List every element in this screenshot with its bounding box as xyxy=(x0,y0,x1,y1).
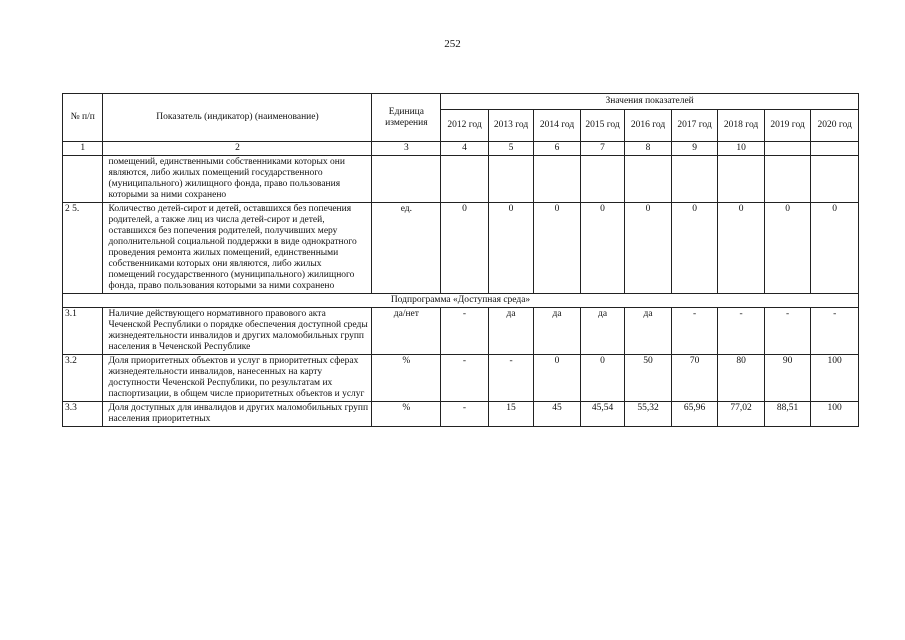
header-num: № п/п xyxy=(63,94,103,142)
value-cell: 0 xyxy=(534,203,581,294)
value-cell: да xyxy=(625,308,672,355)
value-cell xyxy=(671,156,718,203)
value-cell xyxy=(534,156,581,203)
header-year: 2019 год xyxy=(764,110,811,142)
header-year: 2016 год xyxy=(625,110,672,142)
row-number: 3.3 xyxy=(63,402,103,427)
section-title: Подпрограмма «Доступная среда» xyxy=(63,294,859,308)
indicator-name: Доля приоритетных объектов и услуг в приоритетных сферах жизнедеятельности инвалидов, нанесенных на карту доступности Чеченской Республики, по результатам их паспортизации, в общем числе приоритетных объектов и услуг xyxy=(103,355,372,402)
row-number: 2 5. xyxy=(63,203,103,294)
unit-cell: да/нет xyxy=(372,308,441,355)
indicator-name: помещений, единственными собственниками которых они являются, либо жилых помещений государственного (муниципального) жилищного фонда, право пользования которыми за ними сохранено xyxy=(103,156,372,203)
column-number-cell: 2 xyxy=(103,142,372,156)
value-cell xyxy=(811,156,859,203)
table-row xyxy=(63,308,859,355)
value-cell: 0 xyxy=(718,203,765,294)
value-cell: 80 xyxy=(718,355,765,402)
table-row xyxy=(63,402,859,427)
value-cell xyxy=(764,156,811,203)
value-cell: 77,02 xyxy=(718,402,765,427)
unit-cell: ед. xyxy=(372,203,441,294)
value-cell: - xyxy=(811,308,859,355)
value-cell: 65,96 xyxy=(671,402,718,427)
table-row xyxy=(63,203,859,294)
unit-cell: % xyxy=(372,355,441,402)
value-cell xyxy=(580,156,625,203)
column-number-cell: 5 xyxy=(488,142,534,156)
indicators-table xyxy=(62,93,859,427)
unit-cell xyxy=(372,156,441,203)
unit-cell: % xyxy=(372,402,441,427)
value-cell: 0 xyxy=(441,203,489,294)
column-number-cell: 7 xyxy=(580,142,625,156)
value-cell xyxy=(441,156,489,203)
row-number xyxy=(63,156,103,203)
column-number-cell: 9 xyxy=(671,142,718,156)
value-cell: 0 xyxy=(534,355,581,402)
value-cell: 15 xyxy=(488,402,534,427)
indicator-name: Доля доступных для инвалидов и других маломобильных групп населения приоритетных xyxy=(103,402,372,427)
value-cell: - xyxy=(718,308,765,355)
value-cell: 0 xyxy=(625,203,672,294)
column-number-cell: 10 xyxy=(718,142,765,156)
header-year: 2018 год xyxy=(718,110,765,142)
value-cell: 45 xyxy=(534,402,581,427)
indicator-name: Количество детей-сирот и детей, оставшихся без попечения родителей, а также лиц из числа детей-сирот и детей, оставшихся без попечения родителей, получивших меру дополнительной социальной поддержки в виде однократного проведения ремонта жилых помещений, единственными собственниками которых они являются, либо жилых помещений государственного (муниципального) жилищного фонда, право пользования которыми за ними сохранено xyxy=(103,203,372,294)
value-cell: - xyxy=(441,355,489,402)
value-cell: 0 xyxy=(488,203,534,294)
column-number-cell: 4 xyxy=(441,142,489,156)
value-cell: 0 xyxy=(764,203,811,294)
value-cell: - xyxy=(441,308,489,355)
value-cell: 88,51 xyxy=(764,402,811,427)
value-cell: - xyxy=(488,355,534,402)
header-unit: Единица измерения xyxy=(372,94,441,142)
value-cell: 70 xyxy=(671,355,718,402)
header-values-title: Значения показателей xyxy=(441,94,859,110)
header-year: 2013 год xyxy=(488,110,534,142)
value-cell: да xyxy=(534,308,581,355)
value-cell: 100 xyxy=(811,355,859,402)
value-cell: 90 xyxy=(764,355,811,402)
header-year: 2020 год xyxy=(811,110,859,142)
value-cell: 0 xyxy=(811,203,859,294)
section-row xyxy=(63,294,859,308)
indicator-name: Наличие действующего нормативного правового акта Чеченской Республики о порядке обеспечения доступной среды жизнедеятельности инвалидов и других маломобильных групп населения в Чеченской Республике xyxy=(103,308,372,355)
header-year: 2012 год xyxy=(441,110,489,142)
header-indicator: Показатель (индикатор) (наименование) xyxy=(103,94,372,142)
header-year: 2015 год xyxy=(580,110,625,142)
value-cell: да xyxy=(488,308,534,355)
page-number: 252 xyxy=(444,38,461,50)
column-number-cell: 6 xyxy=(534,142,581,156)
value-cell: да xyxy=(580,308,625,355)
value-cell: 55,32 xyxy=(625,402,672,427)
value-cell: 100 xyxy=(811,402,859,427)
value-cell: 0 xyxy=(580,355,625,402)
table-row xyxy=(63,156,859,203)
column-number-cell: 8 xyxy=(625,142,672,156)
header-year: 2017 год xyxy=(671,110,718,142)
value-cell: - xyxy=(441,402,489,427)
value-cell: - xyxy=(764,308,811,355)
value-cell: 50 xyxy=(625,355,672,402)
value-cell: 0 xyxy=(580,203,625,294)
row-number: 3.1 xyxy=(63,308,103,355)
value-cell xyxy=(625,156,672,203)
column-number-cell: 3 xyxy=(372,142,441,156)
value-cell: 0 xyxy=(671,203,718,294)
column-number-cell xyxy=(811,142,859,156)
value-cell: - xyxy=(671,308,718,355)
table-row xyxy=(63,355,859,402)
column-number-cell xyxy=(764,142,811,156)
column-number-cell: 1 xyxy=(63,142,103,156)
value-cell: 45,54 xyxy=(580,402,625,427)
value-cell xyxy=(488,156,534,203)
header-year: 2014 год xyxy=(534,110,581,142)
value-cell xyxy=(718,156,765,203)
row-number: 3.2 xyxy=(63,355,103,402)
